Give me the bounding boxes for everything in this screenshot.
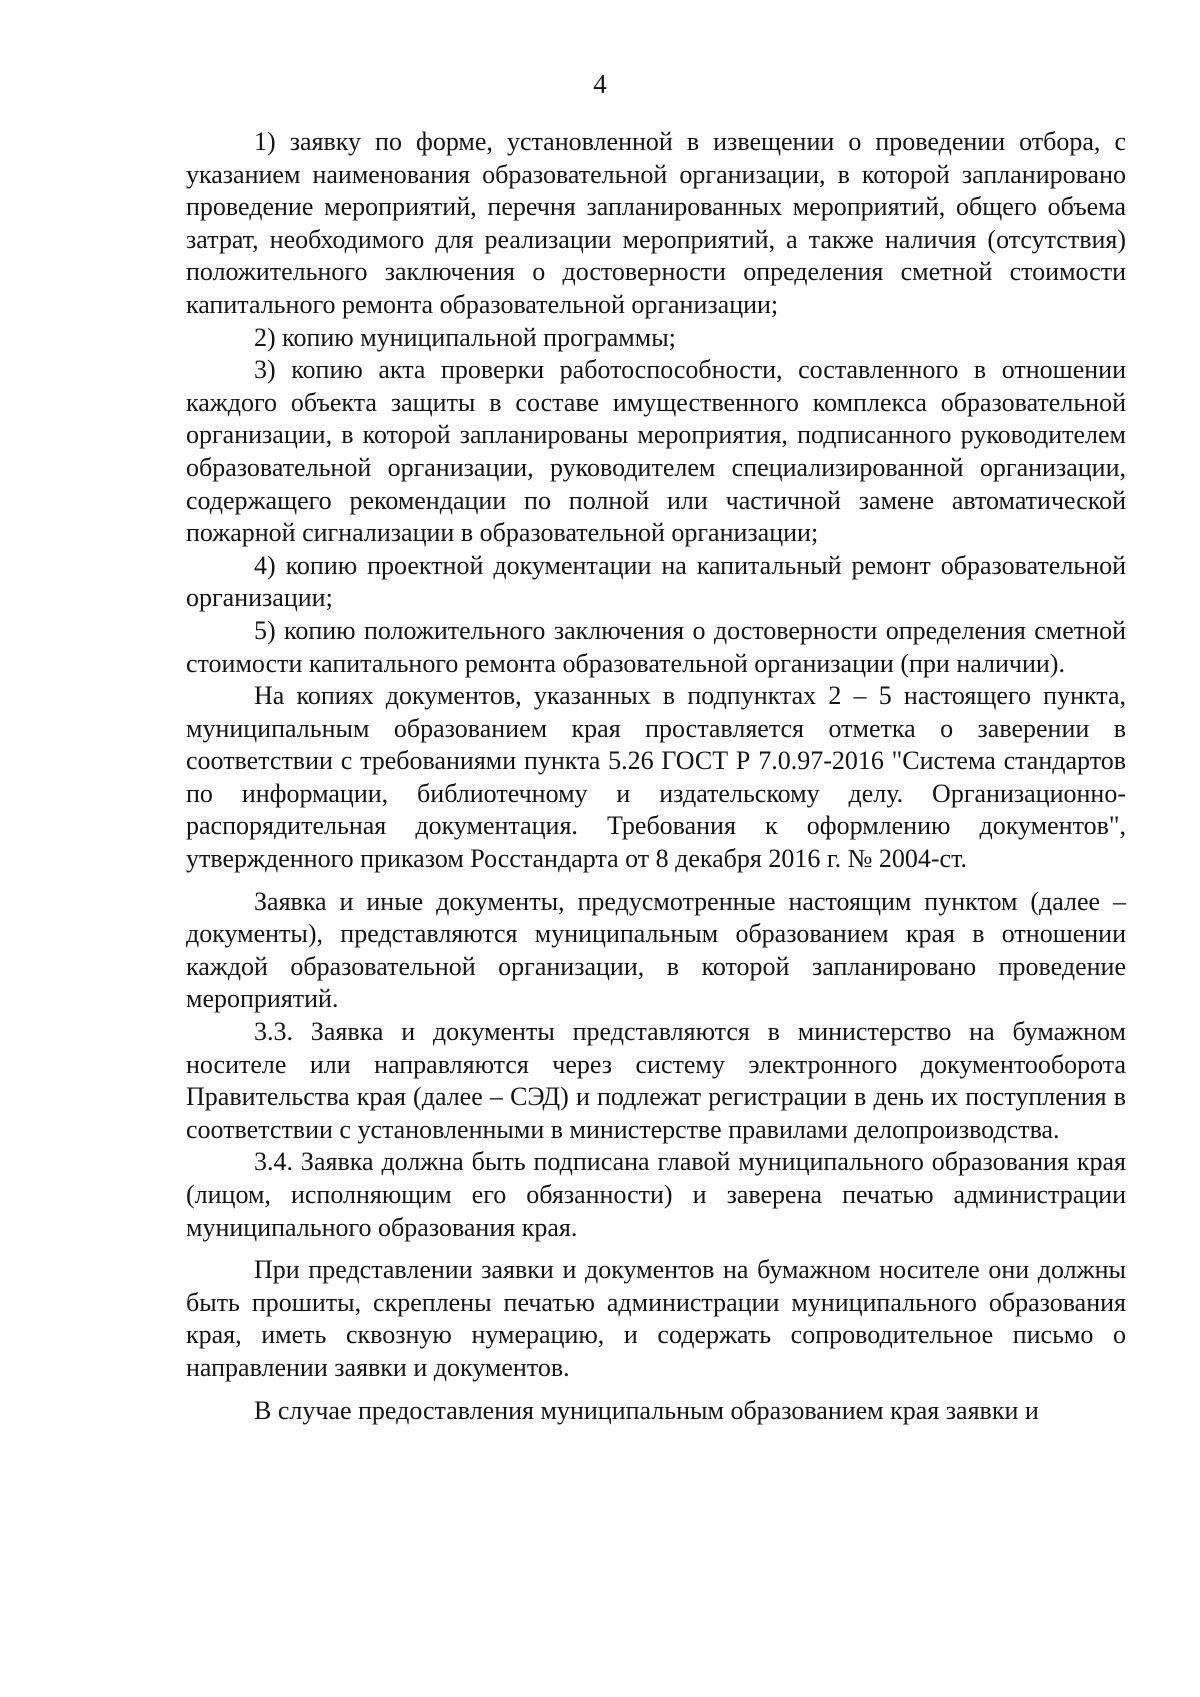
paragraph-section-3-4: 3.4. Заявка должна быть подписана главой муниципального образования края (лицом, исполняющим его обязанности) и заверена печатью администрации муниципального образования края. <box>186 1147 1126 1242</box>
paragraph-section-3-3: 3.3. Заявка и документы представляются в министерство на бумажном носителе или направляются через систему электронного документооборота Правительства края (далее – СЭД) и подлежат регистрации в день их поступления в соответствии с установленными в министерстве правилами делопроизводства. <box>186 1017 1126 1144</box>
paragraph-item-5: 5) копию положительного заключения о достоверности определения сметной стоимости капитального ремонта образовательной организации (при наличии). <box>186 615 1126 678</box>
paragraph-paper-submission: При представлении заявки и документов на бумажном носителе они должны быть прошиты, скреплены печатью администрации муниципального образования края, иметь сквозную нумерацию, и содержать сопроводительное письмо о направлении заявки и документов. <box>186 1255 1126 1382</box>
paragraph-item-1: 1) заявку по форме, установленной в извещении о проведении отбора, с указанием наименования образовательной организации, в которой запланировано проведение мероприятий, перечня запланированных мероприятий, общего объема затрат, необходимого для реализации мероприятий, а также наличия (отсутствия) положительного заключения о достоверности определения сметной стоимости капитального ремонта образовательной организации; <box>186 127 1126 319</box>
paragraph-item-3: 3) копию акта проверки работоспособности, составленного в отношении каждого объекта защиты в составе имущественного комплекса образовательной организации, в которой запланированы мероприятия, подписанного руководителем образовательной организации, руководителем специализированной организации, содержащего рекомендации по полной или частичной замене автоматической пожарной сигнализации в образовательной организации; <box>186 355 1126 548</box>
paragraph-item-4: 4) копию проектной документации на капитальный ремонт образовательной организации; <box>186 550 1126 613</box>
paragraph-continued: В случае предоставления муниципальным образованием края заявки и <box>254 1395 1039 1425</box>
document-body <box>186 126 1126 1427</box>
paragraph-item-2: 2) копию муниципальной программы; <box>254 322 676 352</box>
page-number: 4 <box>593 69 607 99</box>
paragraph-documents-definition: Заявка и иные документы, предусмотренные настоящим пунктом (далее – документы), представляются муниципальным образованием края в отношении каждой образовательной организации, в которой запланировано проведение мероприятий. <box>186 886 1126 1014</box>
paragraph-certification: На копиях документов, указанных в подпунктах 2 – 5 настоящего пункта, муниципальным образованием края проставляется отметка о заверении в соответствии с требованиями пункта 5.26 ГОСТ Р 7.0.97-2016 "Система стандартов по информации, библиотечному и издательскому делу. Организационно-распорядительная документация. Требования к оформлению документов", утвержденного приказом Росстандарта от 8 декабря 2016 г. № 2004-ст. <box>186 681 1126 874</box>
